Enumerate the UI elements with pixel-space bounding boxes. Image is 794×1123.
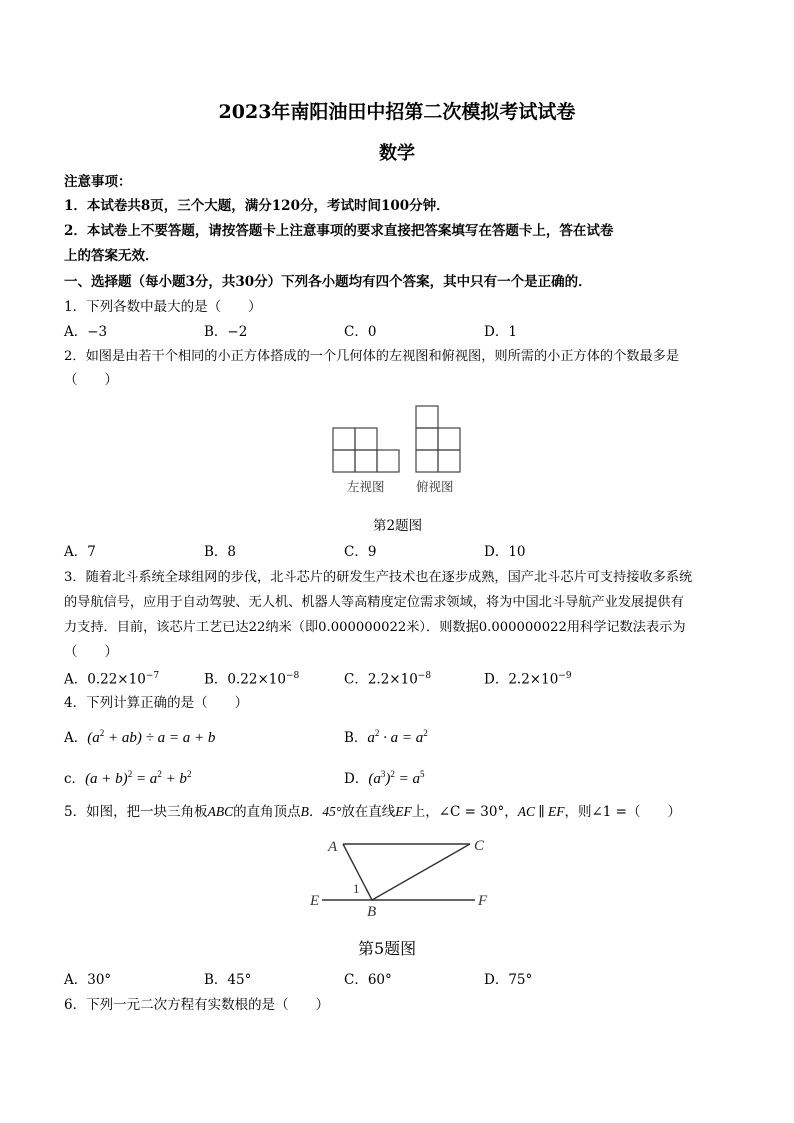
q4-stem: 4．下列计算正确的是（ ） <box>64 695 249 711</box>
q2-paren: （ ） <box>64 372 118 388</box>
q1-stem: 1．下列各数中最大的是（ ） <box>64 299 262 315</box>
q1-option-c: C．0 <box>344 324 377 340</box>
left-view-grid <box>333 428 399 472</box>
top-view-label: 俯视图 <box>416 480 454 494</box>
segment-bc <box>372 844 470 900</box>
q3-option-b: B．$0.22\times 10^{-8}$ <box>204 671 300 688</box>
top-view-grid <box>416 406 460 472</box>
q5-stem: 5．如图，把一块三角板ABC的直角顶点B．45°放在直线EF上，∠C = 30°，AC ∥ EF，则∠1 =（ ） <box>64 804 681 820</box>
notes-heading: 注意事项： <box>64 174 132 190</box>
q2-caption: 第2题图 <box>373 518 423 534</box>
subject-title: 数学 <box>379 143 415 164</box>
q2-option-a: A．7 <box>64 544 96 560</box>
point-f-label: F <box>478 893 488 909</box>
q4-option-d: D．$(a^3)^2 = a^5$ <box>344 769 425 787</box>
q5-option-d: D．75° <box>484 972 533 988</box>
q5-caption: 第5题图 <box>358 939 417 958</box>
point-e-label: E <box>310 893 320 909</box>
q4-option-b: B．$a^2 \cdot a = a^2$ <box>344 728 428 746</box>
exam-title: 2023年南阳油田中招第二次模拟考试试卷 <box>218 101 576 123</box>
q3-option-d: D．$2.2\times 10^{-9}$ <box>484 671 572 688</box>
note-2-line1: 2．本试卷上不要答题，请按答题卡上注意事项的要求直接把答案填写在答题卡上，答在试卷 <box>64 223 614 239</box>
angle-1-arc <box>366 888 372 900</box>
note-2-line2: 上的答案无效． <box>64 248 159 264</box>
q4-option-c: c．$(a + b)^2 = a^2 + b^2$ <box>64 769 192 787</box>
q3-line2: 的导航信号，应用于自动驾驶、无人机、机器人等高精度定位需求领域，将为中国北斗导航产业发展提供有 <box>64 595 684 610</box>
q1-option-b: B．−2 <box>204 324 248 340</box>
q1-option-a: A．−3 <box>64 324 108 340</box>
q2-option-c: C．9 <box>344 544 377 560</box>
q2-figure <box>325 400 475 500</box>
point-a-label: A <box>328 839 338 855</box>
q5-option-c: C．60° <box>344 972 392 988</box>
point-b-label: B <box>367 904 377 920</box>
note-1: 1．本试卷共8页，三个大题，满分120分，考试时间100分钟． <box>64 198 450 214</box>
section-1-heading: 一、选择题（每小题3分，共30分）下列各小题均有四个答案，其中只有一个是正确的． <box>64 274 592 290</box>
q5-option-b: B．45° <box>204 972 252 988</box>
point-c-label: C <box>474 838 485 854</box>
q3-paren: （ ） <box>64 644 118 660</box>
q2-option-d: D．10 <box>484 544 526 560</box>
q1-option-d: D．1 <box>484 324 517 340</box>
q2-option-b: B．8 <box>204 544 237 560</box>
q4-option-a: A．$(a^2 + ab) \div a = a + b$ <box>64 728 216 746</box>
q5-option-a: A．30° <box>64 972 112 988</box>
q6-stem: 6．下列一元二次方程有实数根的是（ ） <box>64 997 330 1013</box>
q3-option-a: A．$0.22\times 10^{-7}$ <box>64 671 160 688</box>
angle-1-label: 1 <box>353 881 360 896</box>
q3-line3: 力支持．目前，该芯片工艺已达22纳米（即0.000000022米）．则数据0.000000022用科学记数法表示为 <box>64 620 686 635</box>
q2-stem: 2．如图是由若干个相同的小正方体搭成的一个几何体的左视图和俯视图，则所需的小正方体的个数最多是 <box>64 349 680 364</box>
q5-figure <box>300 830 510 920</box>
q3-line1: 3．随着北斗系统全球组网的步伐，北斗芯片的研发生产技术也在逐步成熟，国产北斗芯片可支持接收多系统 <box>64 570 693 585</box>
left-view-label: 左视图 <box>347 480 385 494</box>
q3-option-c: C．$2.2\times 10^{-8}$ <box>344 671 432 688</box>
